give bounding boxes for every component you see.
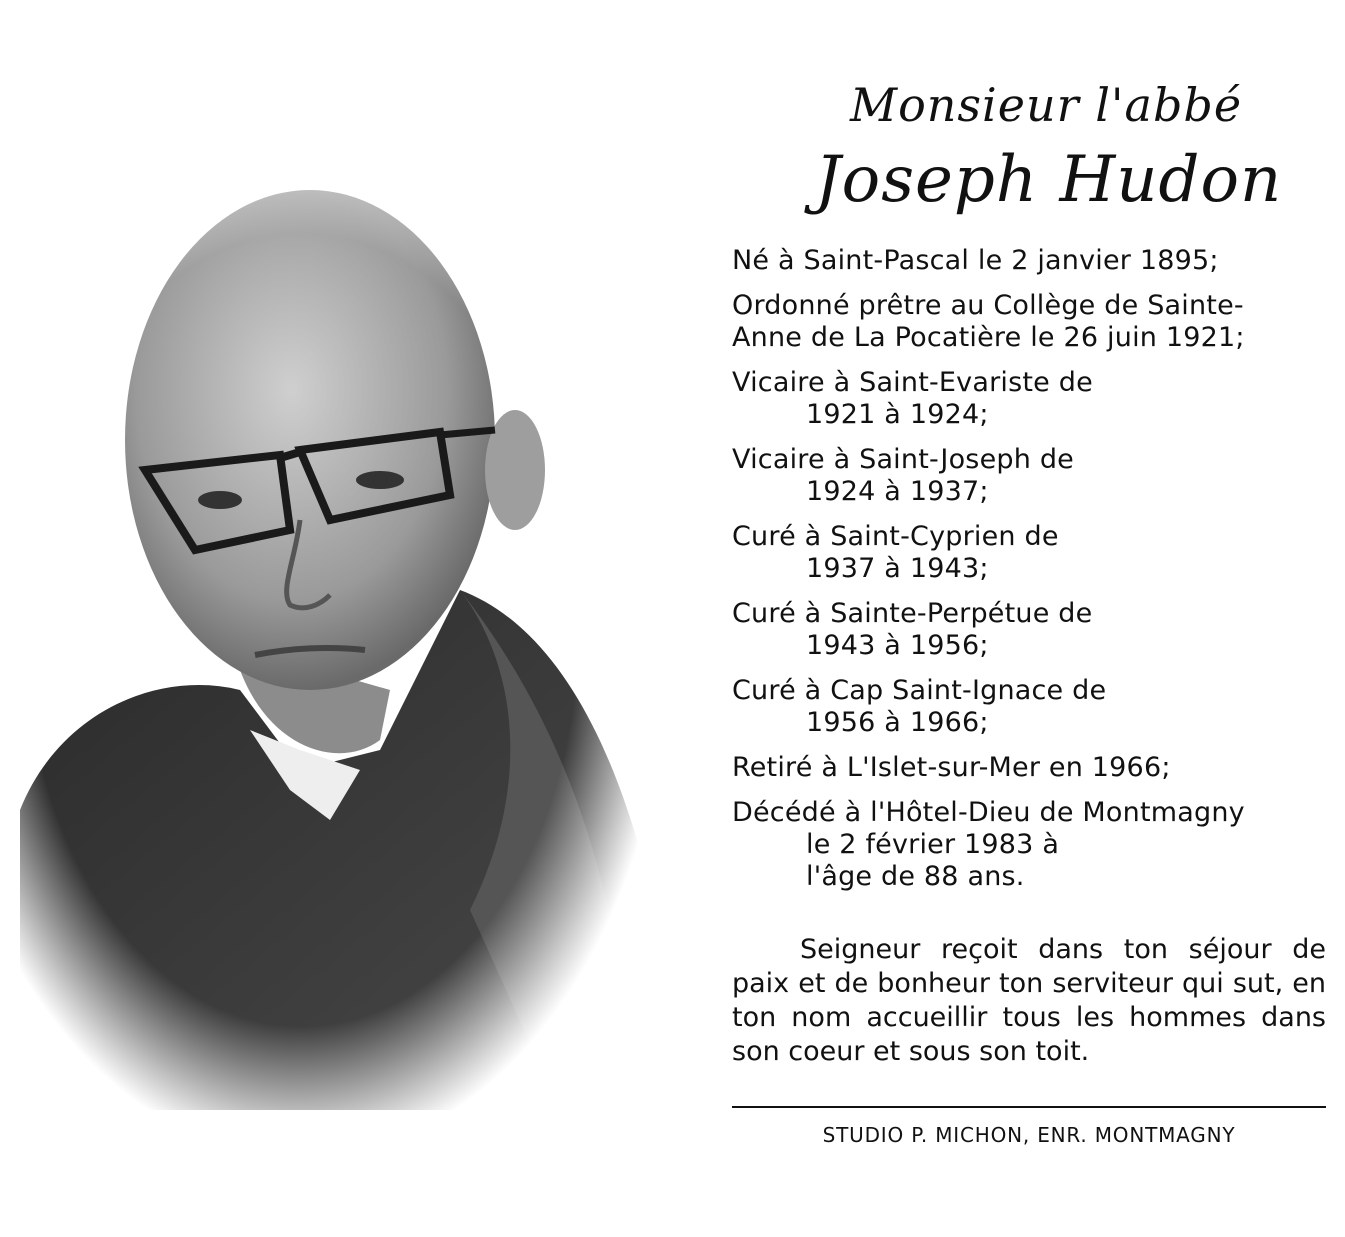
bio-line: Né à Saint-Pascal le 2 janvier 1895; <box>732 245 1219 276</box>
prayer-text: Seigneur reçoit dans ton séjour de paix et de bonheur ton serviteur qui sut, en ton nom accueillir tous les hommes dans son coeur et sous son toit. <box>732 934 1326 1067</box>
bio-entry <box>732 675 1332 739</box>
bio-line: Décédé à l'Hôtel-Dieu de Montmagny <box>732 797 1245 828</box>
bio-line: 1937 à 1943; <box>806 553 989 584</box>
bio-entry <box>732 598 1332 662</box>
bio-line: Curé à Sainte-Perpétue de <box>732 598 1093 629</box>
bio-line: Retiré à L'Islet-sur-Mer en 1966; <box>732 752 1171 783</box>
bio-entry <box>732 245 1332 277</box>
title-name: Joseph Hudon <box>815 143 1283 217</box>
bio-entry <box>732 290 1332 354</box>
bio-entry <box>732 521 1332 585</box>
title-honorific: Monsieur l'abbé <box>850 78 1243 132</box>
bio-line: Vicaire à Saint-Joseph de <box>732 444 1074 475</box>
bio-line: l'âge de 88 ans. <box>806 861 1025 892</box>
divider-rule <box>732 1106 1326 1108</box>
bio-entry <box>732 444 1332 508</box>
bio-entry <box>732 797 1332 893</box>
bio-line: Ordonné prêtre au Collège de Sainte- <box>732 290 1244 321</box>
biography <box>732 245 1332 906</box>
bio-entry <box>732 752 1332 784</box>
studio-credit: STUDIO P. MICHON, ENR. MONTMAGNY <box>822 1123 1236 1147</box>
bio-line: 1924 à 1937; <box>806 476 989 507</box>
bio-line: 1921 à 1924; <box>806 399 989 430</box>
bio-line: 1943 à 1956; <box>806 630 989 661</box>
bio-line: Anne de La Pocatière le 26 juin 1921; <box>732 322 1245 353</box>
bio-line: Vicaire à Saint-Evariste de <box>732 367 1093 398</box>
bio-line: Curé à Cap Saint-Ignace de <box>732 675 1107 706</box>
bio-line: 1956 à 1966; <box>806 707 989 738</box>
portrait-photo <box>0 150 670 1110</box>
bio-line: le 2 février 1983 à <box>806 829 1060 860</box>
bio-line: Curé à Saint-Cyprien de <box>732 521 1059 552</box>
bio-entry <box>732 367 1332 431</box>
